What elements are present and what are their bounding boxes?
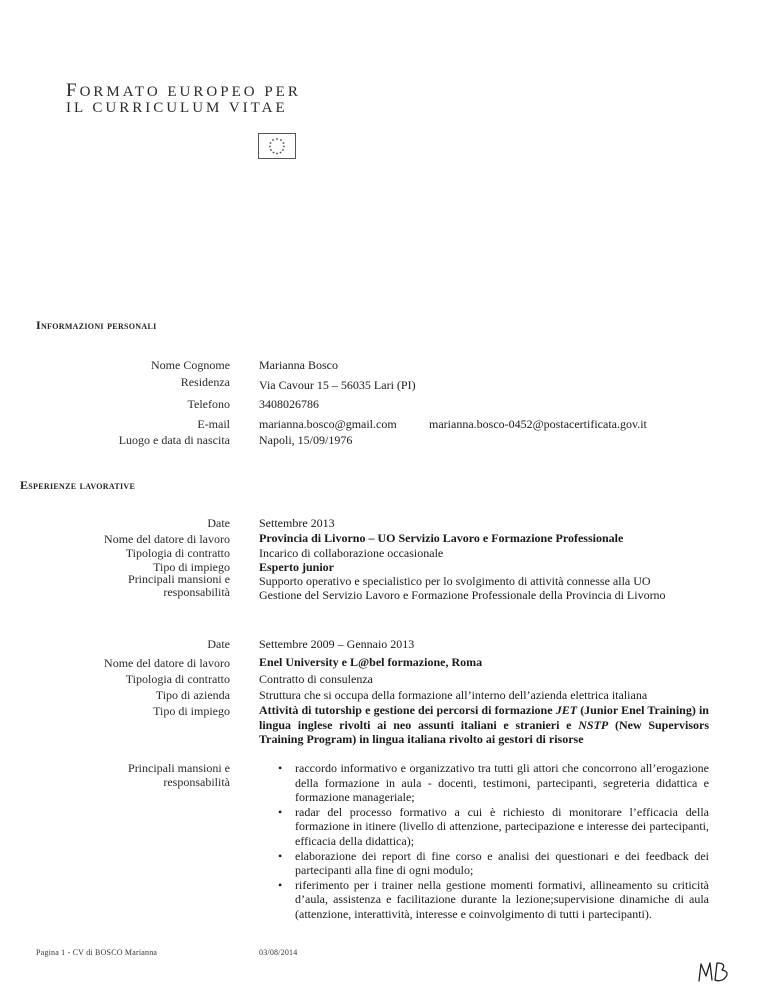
value-nome-cognome: Marianna Bosco	[259, 358, 338, 372]
label-nome-cognome: Nome Cognome	[151, 358, 230, 372]
job1-date: Settembre 2013	[259, 516, 335, 530]
footer-page-label: Pagina 1 - CV di BOSCO Marianna	[36, 948, 158, 957]
label-residenza: Residenza	[180, 375, 230, 389]
label-luogo-data-nascita: Luogo e data di nascita	[118, 433, 230, 447]
job1-duties-line1: Supporto operativo e specialistico per lo svolgimento di attività connesse alla UO	[259, 574, 651, 588]
job2-label-company-type: Tipo di azienda	[155, 688, 230, 702]
cv-title-line2: IL CURRICULUM VITAE	[66, 100, 288, 116]
value-email: marianna.bosco@gmail.com	[259, 417, 397, 431]
job2-label-employer: Nome del datore di lavoro	[104, 656, 230, 670]
label-telefono: Telefono	[187, 397, 230, 411]
job1-label-date: Date	[207, 516, 230, 530]
job1-contract: Incarico di collaborazione occasionale	[259, 546, 444, 560]
value-pec: marianna.bosco-0452@postacertificata.gov.it	[429, 417, 647, 431]
job2-label-date: Date	[207, 637, 230, 651]
job2-label-role: Tipo di impiego	[153, 704, 230, 718]
job1-label-duties: Principali mansioni e	[128, 572, 230, 586]
job2-label-contract: Tipologia di contratto	[125, 672, 230, 686]
handwritten-initials	[697, 958, 733, 989]
job2-duties-list	[277, 761, 709, 922]
section-experience-title: Esperienze lavorative	[20, 478, 136, 492]
job2-label-duties: Principali mansioni e	[128, 761, 230, 775]
footer-date: 03/08/2014	[259, 948, 298, 957]
job1-label-contract: Tipologia di contratto	[125, 546, 230, 560]
value-residenza: Via Cavour 15 – 56035 Lari (PI)	[259, 378, 416, 392]
section-personal-title: Informazioni personali	[36, 318, 157, 332]
label-email: E-mail	[197, 417, 230, 431]
eu-flag-icon	[258, 133, 296, 159]
job2-role: Attività di tutorship e gestione dei percorsi di formazione JET (Junior Enel Training) in lingua inglese rivolti ai neo assunti italiani e stranieri e NSTP (New Supervisors Training Program) in lingua italiana rivolto ai gestori di risorse	[259, 703, 710, 747]
job1-label-duties2: responsabilità	[163, 585, 230, 599]
list-item: • radar del processo formativo a cui è richiesto di monitorare l’efficacia della formazione in itinere (livello di attenzione, partecipazione e interesse dei partecipanti, efficacia della didattica);	[295, 805, 709, 849]
job1-label-employer: Nome del datore di lavoro	[104, 532, 230, 546]
job1-role: Esperto junior	[259, 560, 334, 574]
job1-label-role: Tipo di impiego	[153, 560, 230, 574]
job2-label-duties2: responsabilità	[163, 775, 230, 789]
value-telefono: 3408026786	[259, 397, 319, 411]
job2-date: Settembre 2009 – Gennaio 2013	[259, 637, 415, 651]
job2-employer: Enel University e L@bel formazione, Roma	[259, 655, 483, 669]
job2-contract: Contratto di consulenza	[259, 672, 373, 686]
list-item: • elaborazione dei report di fine corso e analisi dei questionari e dei feedback dei partecipanti alla fine di ogni modulo;	[295, 849, 709, 878]
list-item: • riferimento per i trainer nella gestione momenti formativi, allineamento su criticità d’aula, assistenza e facilitazione durante la lezione;supervisione dinamiche di aula (attenzione, interattività, interesse e coinvolgimento di tutti i partecipanti).	[295, 878, 709, 922]
job1-duties-line2: Gestione del Servizio Lavoro e Formazione Professionale della Provincia di Livorno	[259, 588, 666, 602]
value-luogo-data-nascita: Napoli, 15/09/1976	[259, 433, 353, 447]
list-item: • raccordo informativo e organizzativo tra tutti gli attori che concorrono all’erogazione della formazione in aula - docenti, testimoni, partecipanti, segreteria didattica e formazione manageriale;	[295, 761, 709, 805]
job2-company-type: Struttura che si occupa della formazione all’interno dell’azienda elettrica italiana	[259, 688, 648, 702]
cv-title-line1: FORMATO EUROPEO PER	[66, 80, 301, 101]
job1-employer: Provincia di Livorno – UO Servizio Lavoro e Formazione Professionale	[259, 531, 624, 545]
